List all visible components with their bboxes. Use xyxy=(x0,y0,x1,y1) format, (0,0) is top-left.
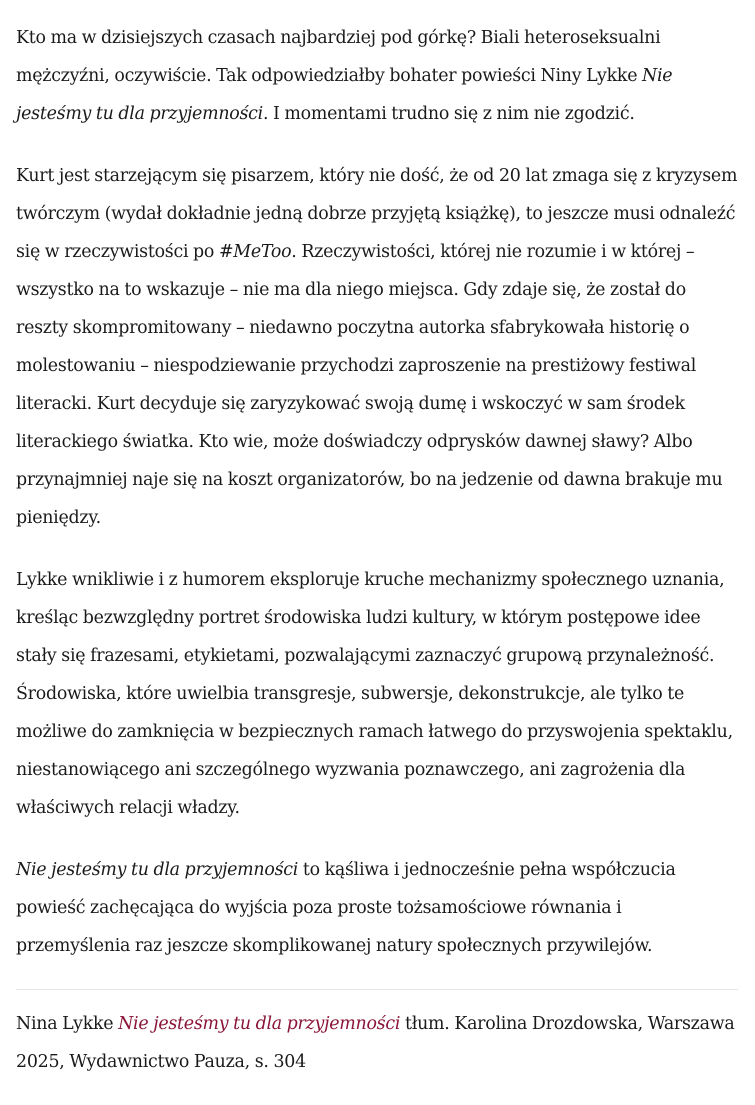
divider xyxy=(16,989,738,990)
metoo-italic: #MeToo xyxy=(218,242,292,262)
intro-text-end: . I momentami trudno się z nim nie zgodzić. xyxy=(262,104,635,124)
intro-text: Kto ma w dzisiejszych czasach najbardziej pod górkę? Biali heteroseksualni mężczyźni, oczywiście. Tak odpowiedziałby bohater powieści Niny Lykke xyxy=(16,28,661,86)
book-title-italic: Nie jesteśmy tu dla przyjemności xyxy=(16,66,673,124)
plot-text: Kurt jest starzejącym się pisarzem, który nie dość, że od 20 lat zmaga się z kryzysem twórczym (wydał dokładnie jedną dobrze przyjętą książkę), to jeszcze musi odnaleźć się w rzeczywistości po xyxy=(16,166,738,262)
paragraph-intro xyxy=(16,19,738,133)
conclusion-text: to kąśliwa i jednocześnie pełna współczucia powieść zachęcająca do wyjścia poza proste tożsamościowe równania i przemyślenia raz jeszcze skomplikowanej natury społecznych przywilejów. xyxy=(16,860,676,956)
book-title-link[interactable]: Nie jesteśmy tu dla przyjemności xyxy=(118,1014,401,1034)
credits-details: tłum. Karolina Drozdowska, Warszawa 2025, Wydawnictwo Pauza, s. 304 xyxy=(16,1014,735,1072)
paragraph-analysis: Lykke wnikliwie i z humorem eksploruje kruche mechanizmy społecznego uznania, kreśląc bezwzględny portret środowiska ludzi kultury, w którym postępowe idee stały się frazesami, etykietami, pozwalającymi zaznaczyć grupową przynależność. Środowiska, które uwielbia transgresje, subwersje, dekonstrukcje, ale tylko te możliwe do zamknięcia w bezpiecznych ramach łatwego do przyswojenia spektaklu, niestanowiącego ani szczególnego wyzwania poznawczego, ani zagrożenia dla właściwych relacji władzy. xyxy=(16,570,733,818)
paragraph-conclusion xyxy=(16,851,738,965)
book-credits xyxy=(16,1005,738,1081)
credits-author: Nina Lykke xyxy=(16,1014,119,1034)
paragraph-plot xyxy=(16,157,738,537)
book-title-italic: Nie jesteśmy tu dla przyjemności xyxy=(16,860,299,880)
review-article xyxy=(16,19,738,1105)
plot-text-end: . Rzeczywistości, której nie rozumie i w której – wszystko na to wskazuje – nie ma dla niego miejsca. Gdy zdaje się, że został do reszty skompromitowany – niedawno poczytna autorka sfabrykowała historię o molestowaniu – niespodziewanie przychodzi zaproszenie na prestiżowy festiwal literacki. Kurt decyduje się zaryzykować swoją dumę i wskoczyć w sam środek literackiego światka. Kto wie, może doświadczy odprysków dawnej sławy? Albo przynajmniej naje się na koszt organizatorów, bo na jedzenie od dawna brakuje mu pieniędzy. xyxy=(16,242,723,528)
